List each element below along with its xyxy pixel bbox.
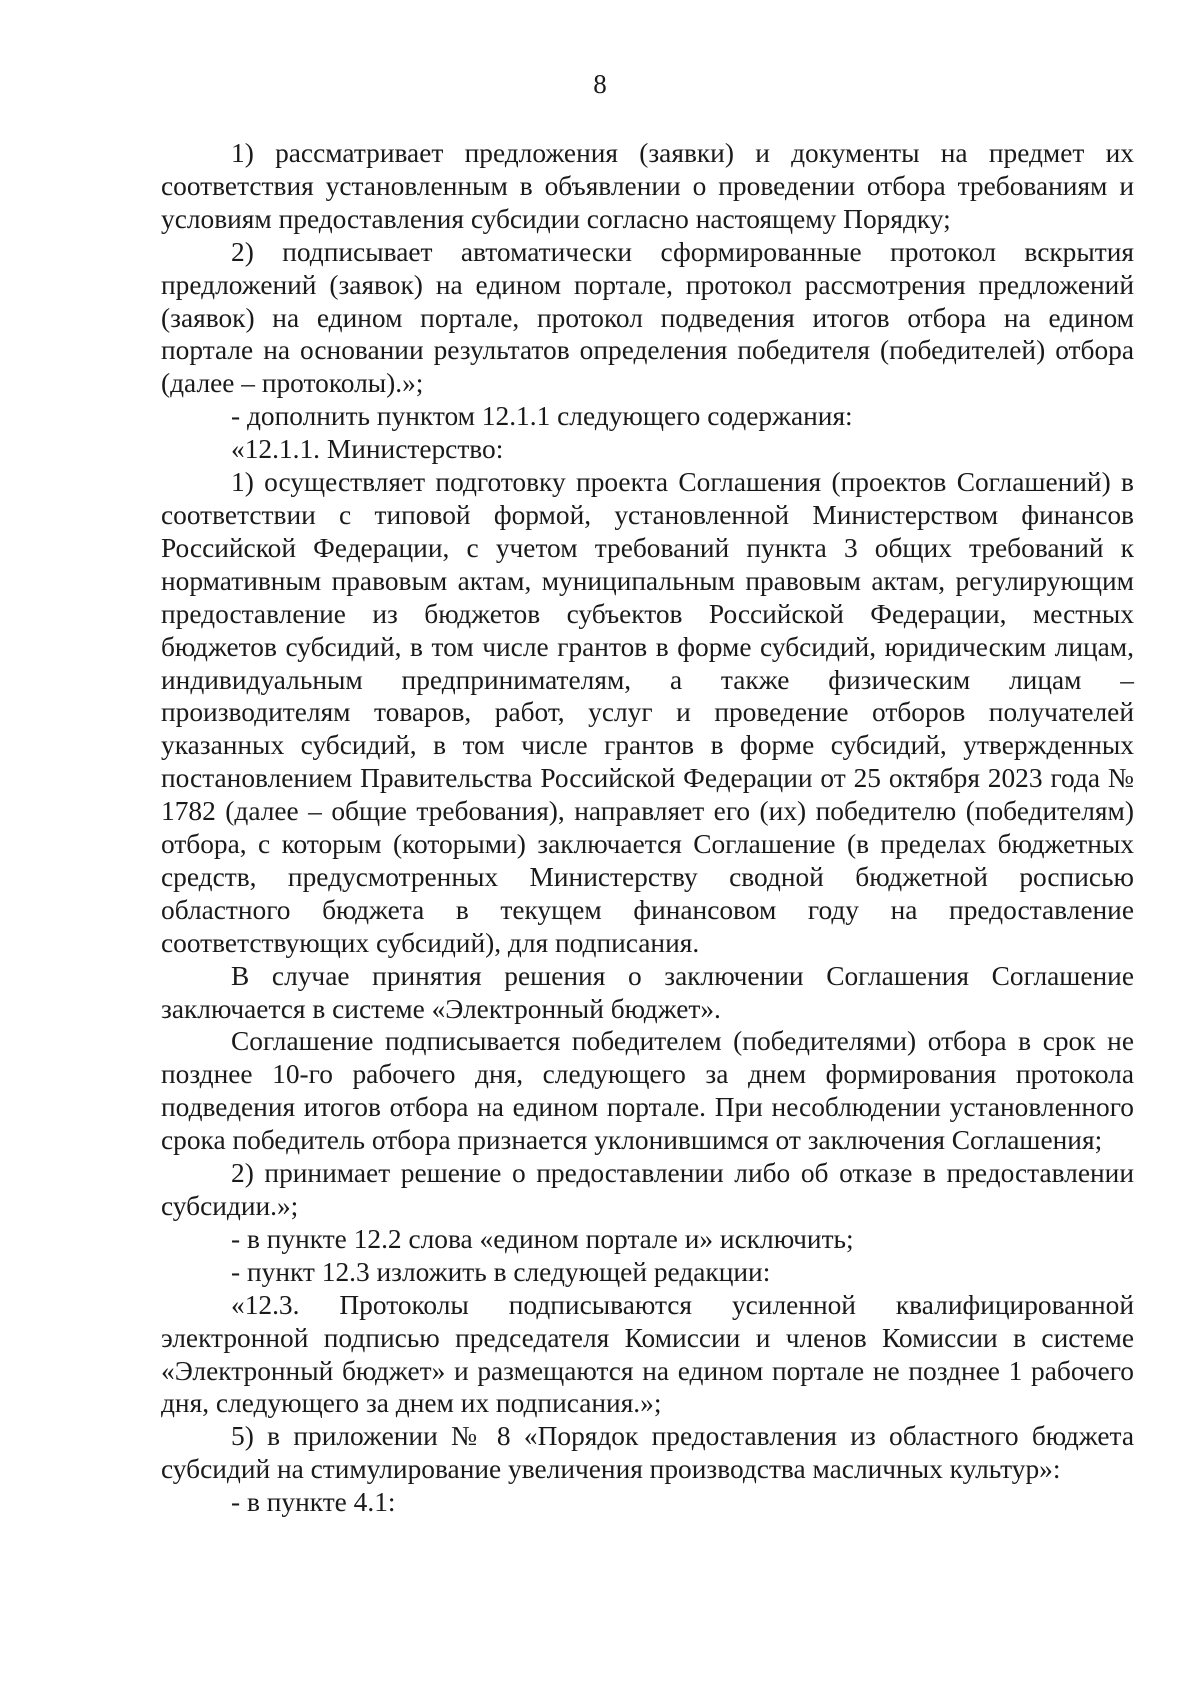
document-body — [161, 137, 1134, 1519]
paragraph-sign-protocols: 2) подписывает автоматически сформированные протокол вскрытия предложений (заявок) на едином портале, протокол рассмотрения предложений (заявок) на едином портале, протокол подведения итогов отбора на едином портале на основании результатов определения победителя (победителей) отбора (далее – протоколы).»; — [161, 236, 1134, 399]
paragraph-review-applications: 1) рассматривает предложения (заявки) и документы на предмет их соответствия установленным в объявлении о проведении отбора требованиям и условиям предоставления субсидии согласно настоящему Порядку; — [161, 138, 1134, 234]
paragraph-decision-subsidy: 2) принимает решение о предоставлении либо об отказе в предоставлении субсидии.»; — [161, 1158, 1134, 1221]
paragraph-item-12-1-1-heading: «12.1.1. Министерство: — [231, 434, 504, 465]
paragraph-item-12-3-amendment: - пункт 12.3 изложить в следующей редакции: — [231, 1256, 771, 1287]
paragraph-prepare-agreement: 1) осуществляет подготовку проекта Соглашения (проектов Соглашений) в соответствии с типовой формой, установленной Министерством финансов Российской Федерации, с учетом требований пункта 3 общих требований к нормативным правовым актам, муниципальным правовым актам, регулирующим предоставление из бюджетов субъектов Российской Федерации, местных бюджетов субсидий, в том числе грантов в форме субсидий, юридическим лицам, индивидуальным предпринимателям, а также физическим лицам – производителям товаров, работ, услуг и проведение отборов получателей указанных субсидий, в том числе грантов в форме субсидий, утвержденных постановлением Правительства Российской Федерации от 25 октября 2023 года № 1782 (далее – общие требования), направляет его (их) победителю (победителям) отбора, с которым (которыми) заключается Соглашение (в пределах бюджетных средств, предусмотренных Министерству сводной бюджетной росписью областного бюджета в текущем финансовом году на предоставление соответствующих субсидий), для подписания. — [161, 467, 1134, 958]
paragraph-agreement-system: В случае принятия решения о заключении Соглашения Соглашение заключается в системе «Электронный бюджет». — [161, 960, 1134, 1024]
paragraph-appendix-8: 5) в приложении № 8 «Порядок предоставления из областного бюджета субсидий на стимулирование увеличения производства масличных культур»: — [161, 1421, 1134, 1485]
page-number: 8 — [593, 69, 607, 99]
paragraph-add-item-12-1-1: - дополнить пунктом 12.1.1 следующего содержания: — [231, 401, 853, 432]
paragraph-item-12-2-amendment: - в пункте 12.2 слова «едином портале и» исключить; — [231, 1223, 854, 1254]
paragraph-item-12-3-text: «12.3. Протоколы подписываются усиленной квалифицированной электронной подписью председателя Комиссии и членов Комиссии в системе «Электронный бюджет» и размещаются на едином портале не позднее 1 рабочего дня, следующего за днем их подписания.»; — [161, 1289, 1134, 1419]
paragraph-item-4-1: - в пункте 4.1: — [231, 1487, 396, 1518]
paragraph-agreement-signing-deadline: Соглашение подписывается победителем (победителями) отбора в срок не позднее 10-го рабочего дня, следующего за днем формирования протокола подведения итогов отбора на едином портале. При несоблюдении установленного срока победитель отбора признается уклонившимся от заключения Соглашения; — [161, 1026, 1134, 1156]
